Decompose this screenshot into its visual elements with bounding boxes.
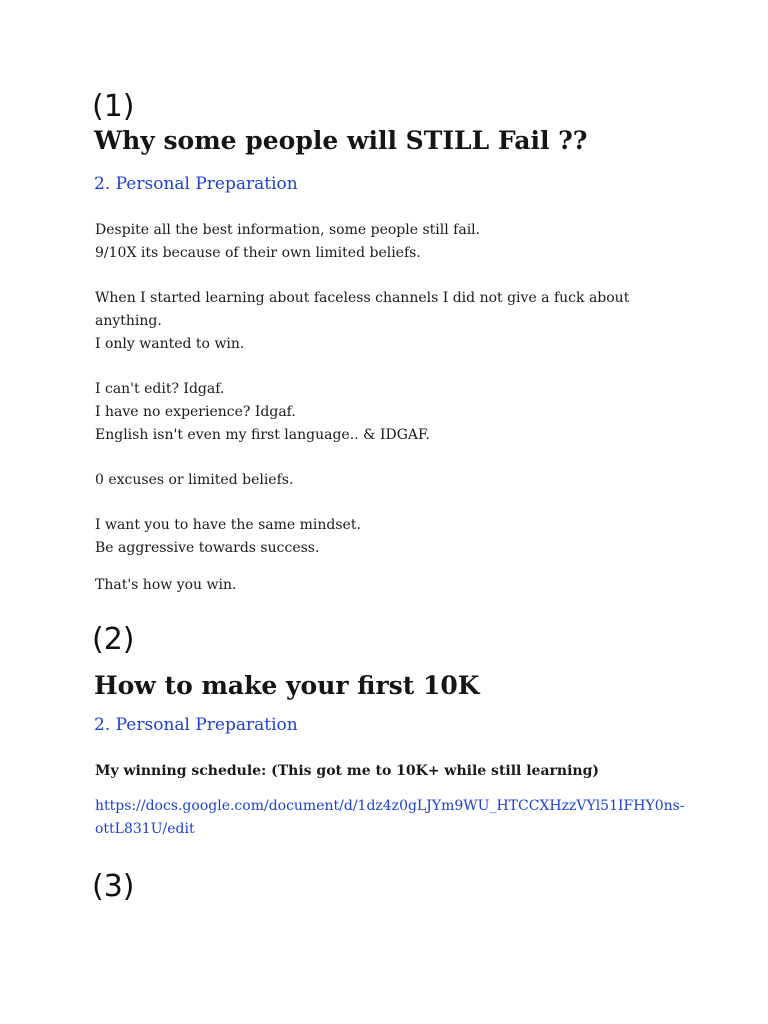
paragraph: I want you to have the same mindset. [95,517,361,533]
paragraph: I have no experience? Idgaf. [95,404,296,420]
section-number-3: (3) [92,869,135,904]
paragraph: I can't edit? Idgaf. [95,381,225,397]
section-heading-1: Why some people will STILL Fail ?? [94,126,588,155]
section-subheading-2: 2. Personal Preparation [94,715,298,735]
section-number-2: (2) [92,622,135,657]
section-heading-2: How to make your first 10K [94,671,480,700]
schedule-label: My winning schedule: (This got me to 10K+ while still learning) [95,763,599,779]
paragraph: Despite all the best information, some people still fail. [95,222,481,238]
paragraph: Be aggressive towards success. [95,540,320,556]
schedule-document-link[interactable]: https://docs.google.com/document/d/1dz4z0gLJYm9WU_HTCCXHzzVYl51IFHY0ns-ottL831U/edit [95,798,685,837]
paragraph: When I started learning about faceless channels I did not give a fuck about anything. [95,290,630,329]
section-number-1: (1) [92,89,135,124]
paragraph: 9/10X its because of their own limited beliefs. [95,245,421,261]
paragraph: I only wanted to win. [95,336,245,352]
paragraph: English isn't even my first language.. & IDGAF. [95,427,430,443]
section-body-1 [95,219,695,597]
paragraph: That's how you win. [95,577,237,593]
section-subheading-1: 2. Personal Preparation [94,174,298,194]
paragraph: 0 excuses or limited beliefs. [95,472,294,488]
